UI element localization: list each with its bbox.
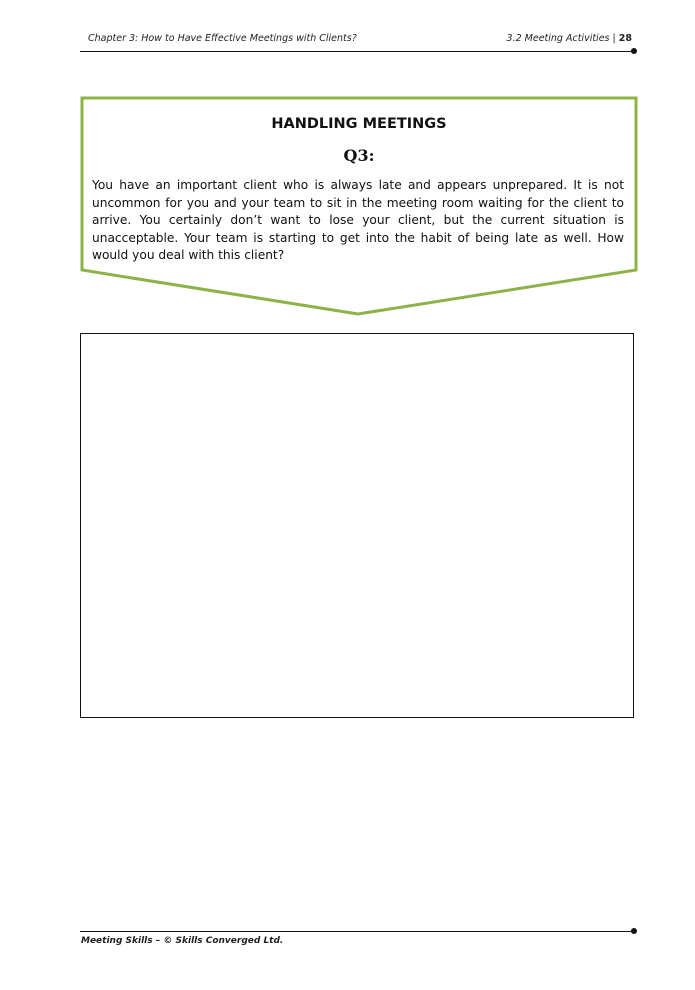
footer-copyright: Meeting Skills – © Skills Converged Ltd. [81, 936, 284, 946]
question-number: Q3: [343, 146, 375, 165]
chapter-title: Chapter 3: How to Have Effective Meetings with Clients? [88, 33, 357, 44]
page-number: 28 [618, 33, 632, 44]
header-separator: | [612, 33, 616, 44]
question-callout-frame [0, 0, 695, 330]
question-text: You have an important client who is always late and appears unprepared. It is not uncommon for you and your team to sit in the meeting room waiting for the client to arrive. You certainly don’t want to lose your client, but the current situation is unacceptable. Your team is starting to get into the habit of being late as well. How would you deal with this client? [92, 178, 624, 262]
answer-box[interactable] [80, 333, 634, 718]
callout-title: HANDLING MEETINGS [271, 116, 447, 132]
footer-rule [80, 931, 634, 932]
footer-rule-dot [631, 928, 637, 934]
section-title: 3.2 Meeting Activities [506, 33, 610, 44]
